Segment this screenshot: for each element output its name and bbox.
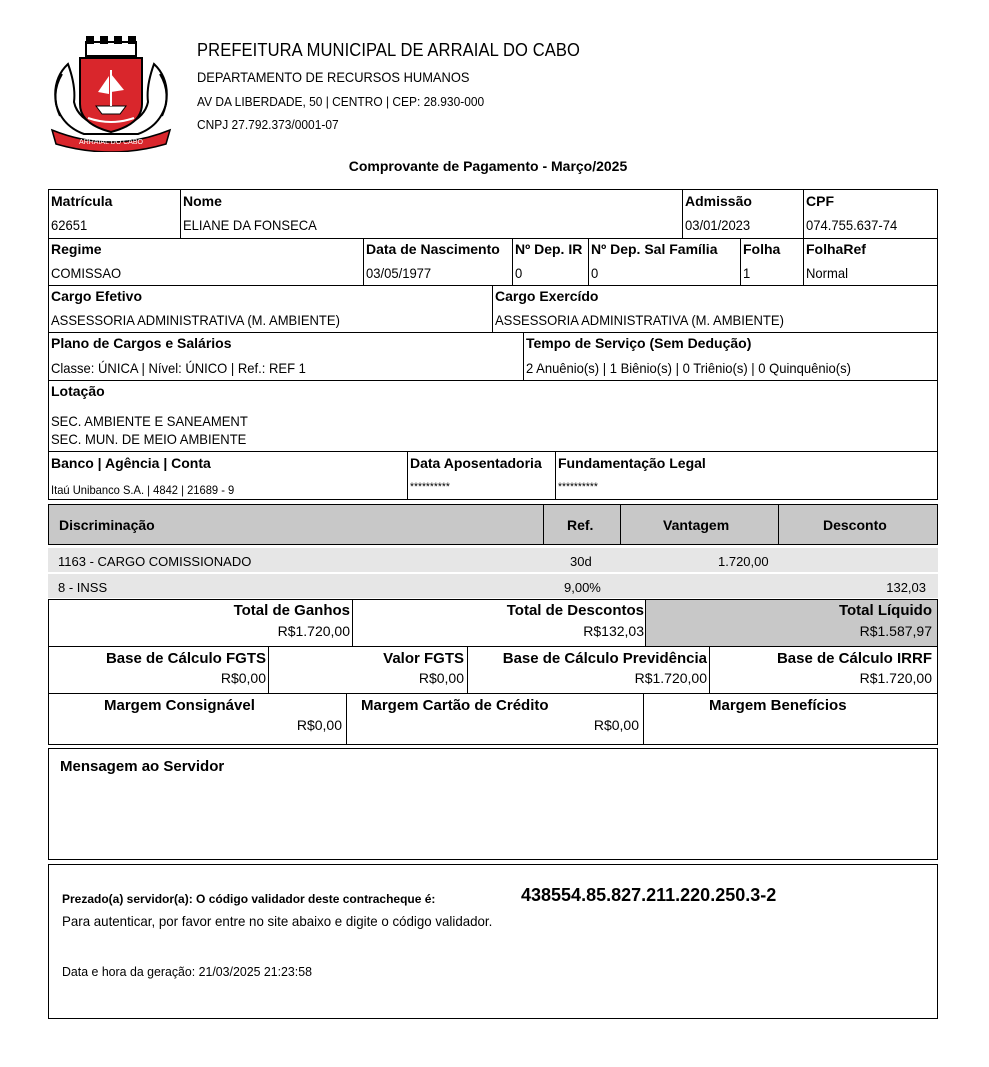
aposentadoria-value: ********** <box>410 481 450 493</box>
dep-ir-label: Nº Dep. IR <box>515 241 583 257</box>
irrf-base-value: R$1.720,00 <box>859 670 932 686</box>
generation-timestamp: Data e hora da geração: 21/03/2025 21:23:58 <box>62 964 312 979</box>
validation-prompt: Prezado(a) servidor(a): O código validador deste contracheque é: <box>62 892 436 906</box>
admissao-label: Admissão <box>685 193 752 209</box>
prev-base-label: Base de Cálculo Previdência <box>502 650 707 667</box>
dep-sal-value: 0 <box>591 265 599 281</box>
regime-label: Regime <box>51 241 102 257</box>
matricula-label: Matrícula <box>51 193 113 209</box>
department-name: DEPARTAMENTO DE RECURSOS HUMANOS <box>197 69 470 85</box>
cpf-label: CPF <box>806 193 834 209</box>
svg-text:ARRAIAL DO CABO: ARRAIAL DO CABO <box>79 139 143 146</box>
margem-cartao-value: R$0,00 <box>593 717 639 733</box>
banco-value: Itaú Unibanco S.A. | 4842 | 21689 - 9 <box>51 483 235 497</box>
org-cnpj: CNPJ 27.792.373/0001-07 <box>197 117 339 132</box>
municipal-seal-logo <box>48 34 174 152</box>
folha-label: Folha <box>743 241 781 257</box>
cargo-exercido-value: ASSESSORIA ADMINISTRATIVA (M. AMBIENTE) <box>495 312 784 328</box>
plano-value: Classe: ÚNICA | Nível: ÚNICO | Ref.: REF 1 <box>51 360 306 376</box>
row-2-ref: 9,00% <box>564 580 601 595</box>
cargo-efetivo-label: Cargo Efetivo <box>51 288 143 304</box>
folha-value: 1 <box>743 265 751 281</box>
col-desconto: Desconto <box>823 517 887 533</box>
irrf-base-label: Base de Cálculo IRRF <box>776 650 932 667</box>
margem-cartao-label: Margem Cartão de Crédito <box>361 697 549 714</box>
mensagem-label: Mensagem ao Servidor <box>60 758 225 775</box>
fgts-valor-label: Valor FGTS <box>383 650 464 667</box>
row-1-ref: 30d <box>570 554 592 569</box>
payroll-table-header <box>48 504 938 545</box>
tempo-servico-value: 2 Anuênio(s) | 1 Biênio(s) | 0 Triênio(s) | 0 Quinquênio(s) <box>526 360 851 376</box>
matricula-value: 62651 <box>51 217 88 233</box>
lotacao-value-2: SEC. MUN. DE MEIO AMBIENTE <box>51 431 247 447</box>
fgts-valor-value: R$0,00 <box>418 670 464 686</box>
document-title: Comprovante de Pagamento - Março/2025 <box>348 158 628 174</box>
lotacao-label: Lotação <box>51 383 105 399</box>
regime-value: COMISSAO <box>51 265 122 281</box>
cargo-exercido-label: Cargo Exercído <box>495 288 599 304</box>
fundamentacao-value: ********** <box>558 481 598 493</box>
nascimento-value: 03/05/1977 <box>366 265 432 281</box>
total-ganhos-value: R$1.720,00 <box>277 623 350 639</box>
plano-label: Plano de Cargos e Salários <box>51 335 232 351</box>
nome-label: Nome <box>183 193 222 209</box>
validation-code: 438554.85.827.211.220.250.3-2 <box>521 885 777 905</box>
banco-label: Banco | Agência | Conta <box>51 455 211 471</box>
total-descontos-value: R$132,03 <box>583 623 644 639</box>
row-1-desc: 1163 - CARGO COMISSIONADO <box>58 554 252 569</box>
total-liquido-label: Total Líquido <box>838 602 932 619</box>
margem-consignavel-label: Margem Consignável <box>104 697 255 714</box>
cpf-value: 074.755.637-74 <box>806 217 898 233</box>
fgts-base-label: Base de Cálculo FGTS <box>105 650 266 667</box>
nascimento-label: Data de Nascimento <box>366 241 500 257</box>
org-address: AV DA LIBERDADE, 50 | CENTRO | CEP: 28.930-000 <box>197 94 485 109</box>
col-vantagem: Vantagem <box>663 517 730 533</box>
folharef-value: Normal <box>806 265 848 281</box>
total-liquido-value: R$1.587,97 <box>859 623 932 639</box>
margem-beneficios-label: Margem Benefícios <box>709 697 847 714</box>
validation-box <box>48 864 938 1019</box>
folharef-label: FolhaRef <box>806 241 866 257</box>
nome-value: ELIANE DA FONSECA <box>183 217 317 233</box>
lotacao-value-1: SEC. AMBIENTE E SANEAMENT <box>51 413 248 429</box>
margem-consignavel-value: R$0,00 <box>296 717 342 733</box>
row-1-vantagem: 1.720,00 <box>718 554 769 569</box>
org-name: PREFEITURA MUNICIPAL DE ARRAIAL DO CABO <box>197 40 581 60</box>
total-ganhos-label: Total de Ganhos <box>233 602 350 619</box>
total-descontos-label: Total de Descontos <box>506 602 644 619</box>
tempo-servico-label: Tempo de Serviço (Sem Dedução) <box>526 335 752 351</box>
fundamentacao-label: Fundamentação Legal <box>558 455 706 471</box>
row-2-desc: 8 - INSS <box>58 580 108 595</box>
row-2-desconto: 132,03 <box>886 580 926 595</box>
col-discriminacao: Discriminação <box>59 517 155 533</box>
dep-sal-label: Nº Dep. Sal Família <box>591 241 718 257</box>
aposentadoria-label: Data Aposentadoria <box>410 455 542 471</box>
cargo-efetivo-value: ASSESSORIA ADMINISTRATIVA (M. AMBIENTE) <box>51 312 340 328</box>
col-ref: Ref. <box>567 517 594 533</box>
prev-base-value: R$1.720,00 <box>634 670 707 686</box>
validation-instruction: Para autenticar, por favor entre no site abaixo e digite o código validador. <box>62 913 493 929</box>
fgts-base-value: R$0,00 <box>220 670 266 686</box>
admissao-value: 03/01/2023 <box>685 217 751 233</box>
dep-ir-value: 0 <box>515 265 523 281</box>
